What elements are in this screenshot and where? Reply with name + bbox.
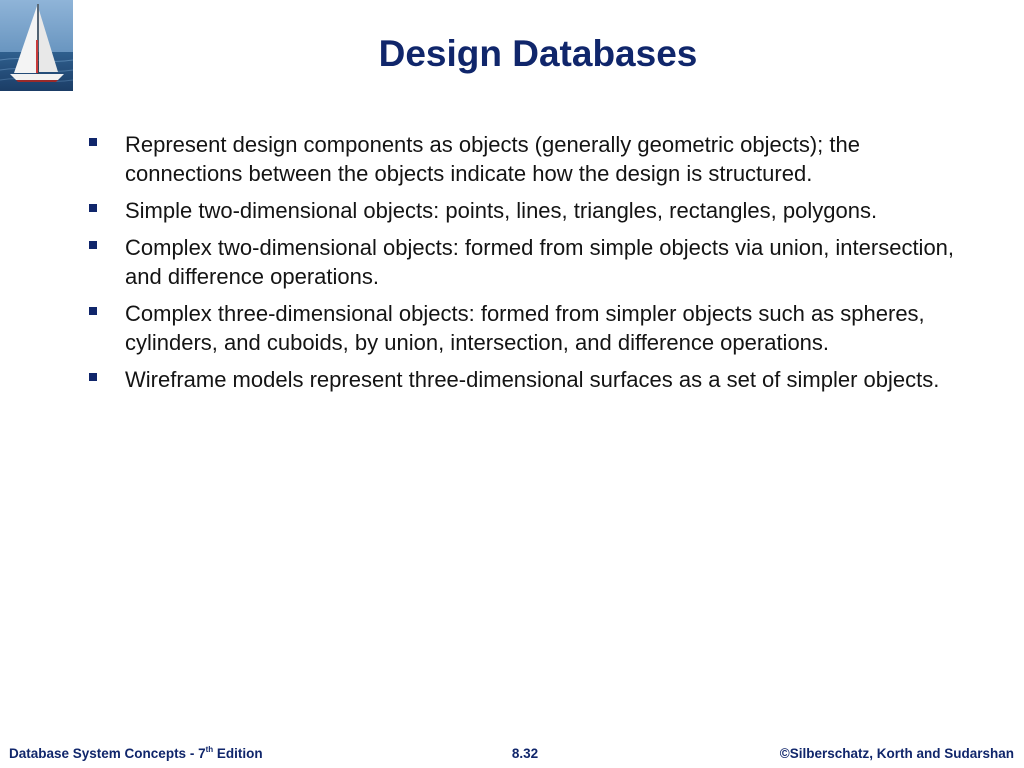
bullet-text: Complex three-dimensional objects: formed from simpler objects such as spheres, cylinders, and cuboids, by union, intersection, and difference operations. [125, 301, 925, 355]
bullet-item [86, 130, 956, 188]
bullet-item [86, 299, 956, 357]
square-bullet-icon [89, 307, 97, 315]
footer-edition-word: Edition [213, 746, 263, 761]
bullet-text: Wireframe models represent three-dimensional surfaces as a set of simpler objects. [125, 367, 940, 392]
bullet-list [86, 130, 956, 402]
bullet-item [86, 196, 956, 225]
bullet-text: Simple two-dimensional objects: points, lines, triangles, rectangles, polygons. [125, 198, 878, 223]
slide-footer [0, 744, 1024, 766]
bullet-text: Represent design components as objects (generally geometric objects); the connections between the objects indicate how the design is structured. [125, 132, 860, 186]
square-bullet-icon [89, 241, 97, 249]
square-bullet-icon [89, 204, 97, 212]
bullet-item [86, 233, 956, 291]
slide-title: Design Databases [378, 33, 698, 74]
footer-edition-superscript: th [205, 745, 214, 754]
footer-book-name: Database System Concepts - 7 [9, 746, 206, 761]
bullet-item [86, 365, 956, 394]
footer-page-number: 8.32 [511, 746, 539, 761]
footer-book-title [9, 746, 263, 761]
footer-copyright: ©Silberschatz, Korth and Sudarshan [779, 746, 1014, 761]
square-bullet-icon [89, 138, 97, 146]
square-bullet-icon [89, 373, 97, 381]
bullet-text: Complex two-dimensional objects: formed from simple objects via union, intersection, and difference operations. [125, 235, 955, 289]
